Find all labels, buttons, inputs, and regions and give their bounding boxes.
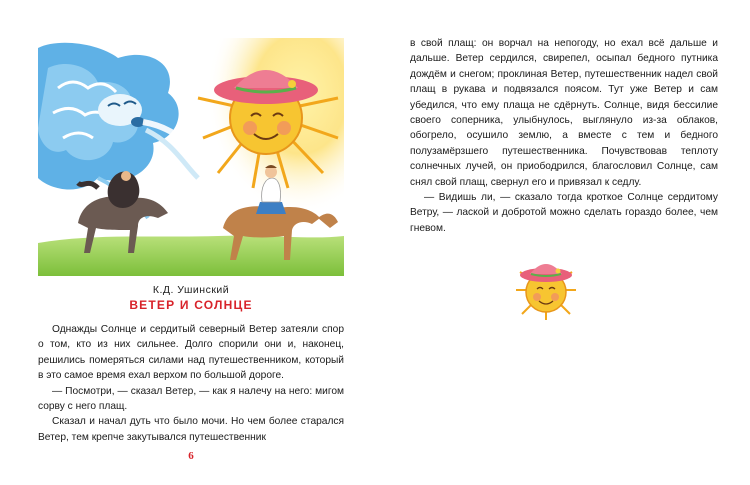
paragraph: — Видишь ли, — сказало тогда кроткое Солнце сердитому Ветру, — лаской и добротой можно сделать гораздо более, чем гневом. bbox=[410, 192, 718, 234]
story-author: К.Д. Ушинский bbox=[152, 284, 230, 296]
wind-and-sun-illustration bbox=[38, 38, 344, 276]
sun-with-hat-icon bbox=[510, 250, 582, 322]
small-sun-illustration bbox=[510, 250, 582, 322]
paragraph: в свой плащ: он ворчал на непогоду, но ехал всё дальше и дальше. Ветер сердился, свирепел, осыпал бедного путника дождём и снегом; проклиная Ветер, путешественник надел свой плащ в рукава и подвязался поясом. Тут уже Ветер и сам убедился, что ему плаща не сдёрнуть. Солнце, видя бессилие своего соперника, улыбнулось, выглянуло из-за облаков, обогрело, осушило землю, а вместе с тем и бедного полузамёрзшего путешественника. Почувствовав теплоту солнечных лучей, он приободрился, благословил Солнце, сам снял свой плащ, свернул его и привязал к седлу. bbox=[410, 38, 718, 188]
paragraph: — Посмотри, — сказал Ветер, — как я налечу на него: мигом сорву с него плащ. bbox=[38, 385, 344, 413]
story-title: ВЕТЕР И СОЛНЦЕ bbox=[129, 298, 253, 312]
story-illustration bbox=[38, 38, 344, 276]
page-number: 6 bbox=[188, 450, 194, 462]
story-text-left bbox=[38, 322, 344, 445]
right-page bbox=[375, 0, 750, 485]
paragraph: Однажды Солнце и сердитый северный Ветер затеяли спор о том, кто из них сильнее. Долго спорили они и, наконец, решились померяться силами над путешественником, который в это самое время ехал верхом по большой дороге. bbox=[38, 324, 344, 382]
paragraph: Сказал и начал дуть что было мочи. Но чем более старался Ветер, тем крепче закутывался путешественник bbox=[38, 416, 344, 443]
story-text-right bbox=[410, 36, 718, 236]
grass bbox=[38, 236, 344, 276]
